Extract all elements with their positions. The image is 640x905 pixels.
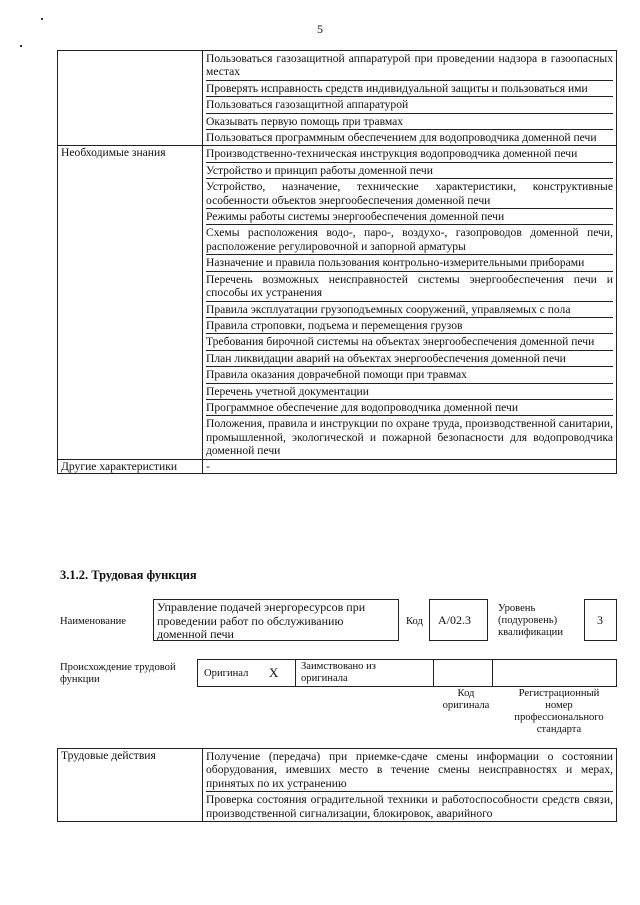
section-title: 3.1.2. Трудовая функция	[60, 568, 197, 582]
list-item: Оказывать первую помощь при травмах	[206, 114, 613, 130]
actions-list	[203, 749, 617, 822]
list-item: Положения, правила и инструкции по охране труда, производственной санитарии, промышленной, экологической и пожарной безопасности для водопроводчика доменной печи	[206, 417, 613, 458]
reg-number-caption: Регистрационный номер профессионального стандарта	[514, 688, 604, 735]
knowledge-label: Необходимые знания	[58, 146, 203, 459]
list-item: Режимы работы системы энергообеспечения доменной печи	[206, 209, 613, 225]
list-item: Пользоваться газозащитной аппаратурой при проведении надзора в газоопасных местах	[206, 51, 613, 81]
list-item: Проверять исправность средств индивидуальной защиты и пользоваться ими	[206, 81, 613, 97]
origin-row	[197, 659, 617, 687]
original-mark: X	[269, 665, 279, 680]
code-value: А/02.3	[438, 613, 471, 627]
list-item: Пользоваться газозащитной аппаратурой	[206, 97, 613, 113]
skills-list	[203, 51, 617, 146]
list-item: Программное обеспечение для водопроводчика доменной печи	[206, 400, 613, 416]
level-box	[584, 599, 617, 641]
list-item: Получение (передача) при приемке-сдаче смены информации о состоянии оборудования, имевших место в течение смены неисправностях и мерах, принятых по их устранению	[206, 749, 613, 792]
list-item: Проверка состояния оградительной техники и работоспособности средств связи, производственной сигнализации, блокировок, аварийного	[206, 793, 613, 820]
divider	[433, 660, 434, 686]
function-name: Управление подачей энергоресурсов при проведении работ по обслуживанию доменной печи	[157, 600, 366, 642]
code-box	[429, 599, 488, 641]
scan-mark	[20, 45, 22, 47]
list-item: Назначение и правила пользования контрольно-измерительными приборами	[206, 255, 613, 271]
origin-label: Происхождение трудовой функции	[60, 662, 176, 685]
list-item: Правила эксплуатации грузоподъемных сооружений, управляемых с пола	[206, 302, 613, 318]
list-item: Устройство и принцип работы доменной печи	[206, 163, 613, 179]
divider	[295, 660, 296, 686]
empty-label-cell	[58, 51, 203, 146]
actions-table	[57, 748, 617, 822]
list-item: Пользоваться программным обеспечением для водопроводчика доменной печи	[206, 131, 597, 145]
list-item: Требования бирочной системы на объектах энергообеспечения доменной печи	[206, 334, 613, 350]
page-number: 5	[317, 22, 323, 36]
actions-label: Трудовые действия	[58, 749, 203, 822]
code-original-caption: Код оригинала	[442, 688, 490, 711]
list-item: Устройство, назначение, технические характеристики, конструктивные особенности объектов энергообеспечения доменной печи	[206, 179, 613, 209]
list-item: Производственно-техническая инструкция водопроводчика доменной печи	[206, 146, 613, 162]
list-item: Правила строповки, подъема и перемещения грузов	[206, 318, 613, 334]
knowledge-list	[203, 146, 617, 459]
divider	[492, 660, 493, 686]
borrowed-label: Заимствовано из оригинала	[301, 661, 376, 684]
code-label: Код	[406, 616, 423, 627]
level-label: Уровень (подуровень) квалификации	[498, 603, 563, 638]
list-item: Правила оказания доврачебной помощи при травмах	[206, 367, 613, 383]
other-label: Другие характеристики	[58, 459, 203, 473]
knowledge-table	[57, 50, 617, 474]
list-item: План ликвидации аварий на объектах энергообеспечения доменной печи	[206, 351, 613, 367]
other-value: -	[203, 459, 617, 473]
list-item: Перечень учетной документации	[206, 384, 613, 400]
name-label: Наименование	[60, 616, 126, 627]
original-label: Оригинал	[204, 668, 249, 679]
level-value: 3	[597, 613, 603, 627]
scan-mark	[41, 18, 43, 20]
list-item: Перечень возможных неисправностей системы энергообеспечения печи и способы их устранения	[206, 272, 613, 302]
list-item: Схемы расположения водо-, паро-, воздухо-, газопроводов доменной печи, расположение регулировочной и запорной арматуры	[206, 225, 613, 255]
name-box	[153, 599, 399, 641]
